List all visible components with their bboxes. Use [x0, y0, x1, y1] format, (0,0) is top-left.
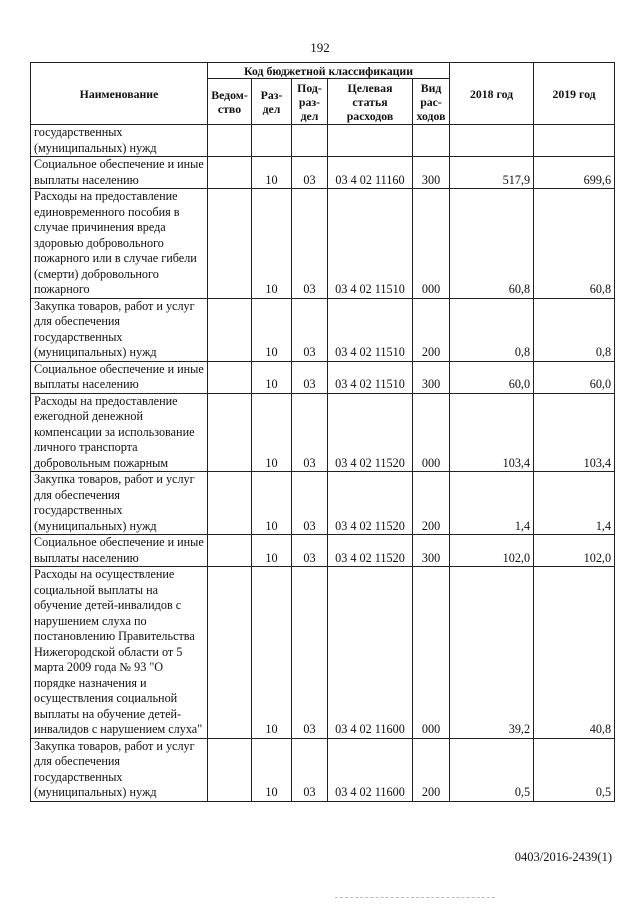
header-podrazdel: Под-раз-дел: [292, 79, 328, 125]
cell-name: Закупка товаров, работ и услуг для обеспечения государственных (муниципальных) нужд: [31, 298, 208, 361]
cell-target-item: 03 4 02 11600: [328, 738, 413, 801]
cell-expense-type: 300: [413, 157, 450, 189]
cell-target-item: 03 4 02 11520: [328, 535, 413, 567]
table-row: [31, 125, 615, 157]
header-name: Наименование: [31, 63, 208, 125]
cell-name: Социальное обеспечение и иные выплаты населению: [31, 535, 208, 567]
budget-table: [30, 62, 615, 802]
cell-name: Социальное обеспечение и иные выплаты населению: [31, 157, 208, 189]
cell-podrazdel: 03: [292, 738, 328, 801]
cell-vedomstvo: [208, 298, 252, 361]
cell-2018: 517,9: [450, 157, 534, 189]
cell-2018: 39,2: [450, 567, 534, 739]
cell-razdel: 10: [252, 567, 292, 739]
cell-target-item: 03 4 02 11520: [328, 393, 413, 472]
cell-vedomstvo: [208, 472, 252, 535]
cell-expense-type: 200: [413, 472, 450, 535]
cell-expense-type: 200: [413, 738, 450, 801]
cell-target-item: 03 4 02 11600: [328, 567, 413, 739]
cell-podrazdel: [292, 125, 328, 157]
table-row: [31, 157, 615, 189]
cell-vedomstvo: [208, 361, 252, 393]
cell-name: государственных (муниципальных) нужд: [31, 125, 208, 157]
cell-podrazdel: 03: [292, 393, 328, 472]
cell-razdel: 10: [252, 393, 292, 472]
cell-target-item: 03 4 02 11520: [328, 472, 413, 535]
table-row: [31, 567, 615, 739]
cell-razdel: [252, 125, 292, 157]
header-expense-type: Вид рас-ходов: [413, 79, 450, 125]
cell-vedomstvo: [208, 125, 252, 157]
table-row: [31, 361, 615, 393]
cell-razdel: 10: [252, 157, 292, 189]
cell-2019: 0,5: [534, 738, 615, 801]
cell-expense-type: 300: [413, 361, 450, 393]
cell-target-item: 03 4 02 11510: [328, 189, 413, 299]
cell-vedomstvo: [208, 738, 252, 801]
cell-razdel: 10: [252, 472, 292, 535]
cell-podrazdel: 03: [292, 535, 328, 567]
header-vedomstvo: Ведом-ство: [208, 79, 252, 125]
cell-target-item: 03 4 02 11160: [328, 157, 413, 189]
cell-2019: 60,0: [534, 361, 615, 393]
cell-2018: [450, 125, 534, 157]
cell-2018: 0,8: [450, 298, 534, 361]
cell-podrazdel: 03: [292, 189, 328, 299]
table-row: [31, 189, 615, 299]
cell-razdel: 10: [252, 298, 292, 361]
page-number: 192: [310, 40, 330, 55]
cell-podrazdel: 03: [292, 472, 328, 535]
cell-podrazdel: 03: [292, 298, 328, 361]
cell-target-item: 03 4 02 11510: [328, 361, 413, 393]
cell-vedomstvo: [208, 393, 252, 472]
cell-name: Закупка товаров, работ и услуг для обеспечения государственных (муниципальных) нужд: [31, 472, 208, 535]
cell-razdel: 10: [252, 535, 292, 567]
cell-name: Социальное обеспечение и иные выплаты населению: [31, 361, 208, 393]
table-row: [31, 738, 615, 801]
cell-name: Расходы на осуществление социальной выплаты на обучение детей-инвалидов с нарушением слуха по постановлению Правительства Нижегородской области от 5 марта 2009 года № 93 "О порядке назначения и осуществления социальной выплаты на обучение детей-инвалидов с нарушением слуха": [31, 567, 208, 739]
cell-2018: 102,0: [450, 535, 534, 567]
table-row: [31, 393, 615, 472]
cell-2019: 60,8: [534, 189, 615, 299]
cell-razdel: 10: [252, 738, 292, 801]
header-razdel: Раз-дел: [252, 79, 292, 125]
cell-razdel: 10: [252, 361, 292, 393]
cell-name: Расходы на предоставление ежегодной денежной компенсации за использование личного транспорта добровольным пожарным: [31, 393, 208, 472]
cell-expense-type: 300: [413, 535, 450, 567]
cell-2019: 0,8: [534, 298, 615, 361]
header-year-2019: 2019 год: [534, 63, 615, 125]
cell-expense-type: 200: [413, 298, 450, 361]
cell-target-item: 03 4 02 11510: [328, 298, 413, 361]
cell-2018: 60,8: [450, 189, 534, 299]
header-target-item: Целевая статья расходов: [328, 79, 413, 125]
cell-2018: 1,4: [450, 472, 534, 535]
cell-vedomstvo: [208, 567, 252, 739]
cell-expense-type: 000: [413, 189, 450, 299]
scan-artifact: [335, 897, 495, 900]
table-row: [31, 298, 615, 361]
cell-podrazdel: 03: [292, 361, 328, 393]
cell-vedomstvo: [208, 157, 252, 189]
cell-2019: [534, 125, 615, 157]
table-row: [31, 535, 615, 567]
cell-2019: 40,8: [534, 567, 615, 739]
cell-2019: 699,6: [534, 157, 615, 189]
cell-2019: 103,4: [534, 393, 615, 472]
document-code: 0403/2016-2439(1): [514, 850, 612, 864]
header-budget-code-group: Код бюджетной классификации: [208, 63, 450, 79]
cell-expense-type: 000: [413, 567, 450, 739]
table-row: [31, 472, 615, 535]
cell-vedomstvo: [208, 535, 252, 567]
cell-vedomstvo: [208, 189, 252, 299]
cell-2019: 1,4: [534, 472, 615, 535]
header-year-2018: 2018 год: [450, 63, 534, 125]
cell-2018: 0,5: [450, 738, 534, 801]
cell-razdel: 10: [252, 189, 292, 299]
cell-2018: 60,0: [450, 361, 534, 393]
cell-2018: 103,4: [450, 393, 534, 472]
cell-target-item: [328, 125, 413, 157]
cell-podrazdel: 03: [292, 157, 328, 189]
cell-expense-type: 000: [413, 393, 450, 472]
cell-name: Закупка товаров, работ и услуг для обеспечения государственных (муниципальных) нужд: [31, 738, 208, 801]
cell-2019: 102,0: [534, 535, 615, 567]
cell-name: Расходы на предоставление единовременного пособия в случае причинения вреда здоровью добровольного пожарного или в случае гибели (смерти) добровольного пожарного: [31, 189, 208, 299]
cell-expense-type: [413, 125, 450, 157]
cell-podrazdel: 03: [292, 567, 328, 739]
